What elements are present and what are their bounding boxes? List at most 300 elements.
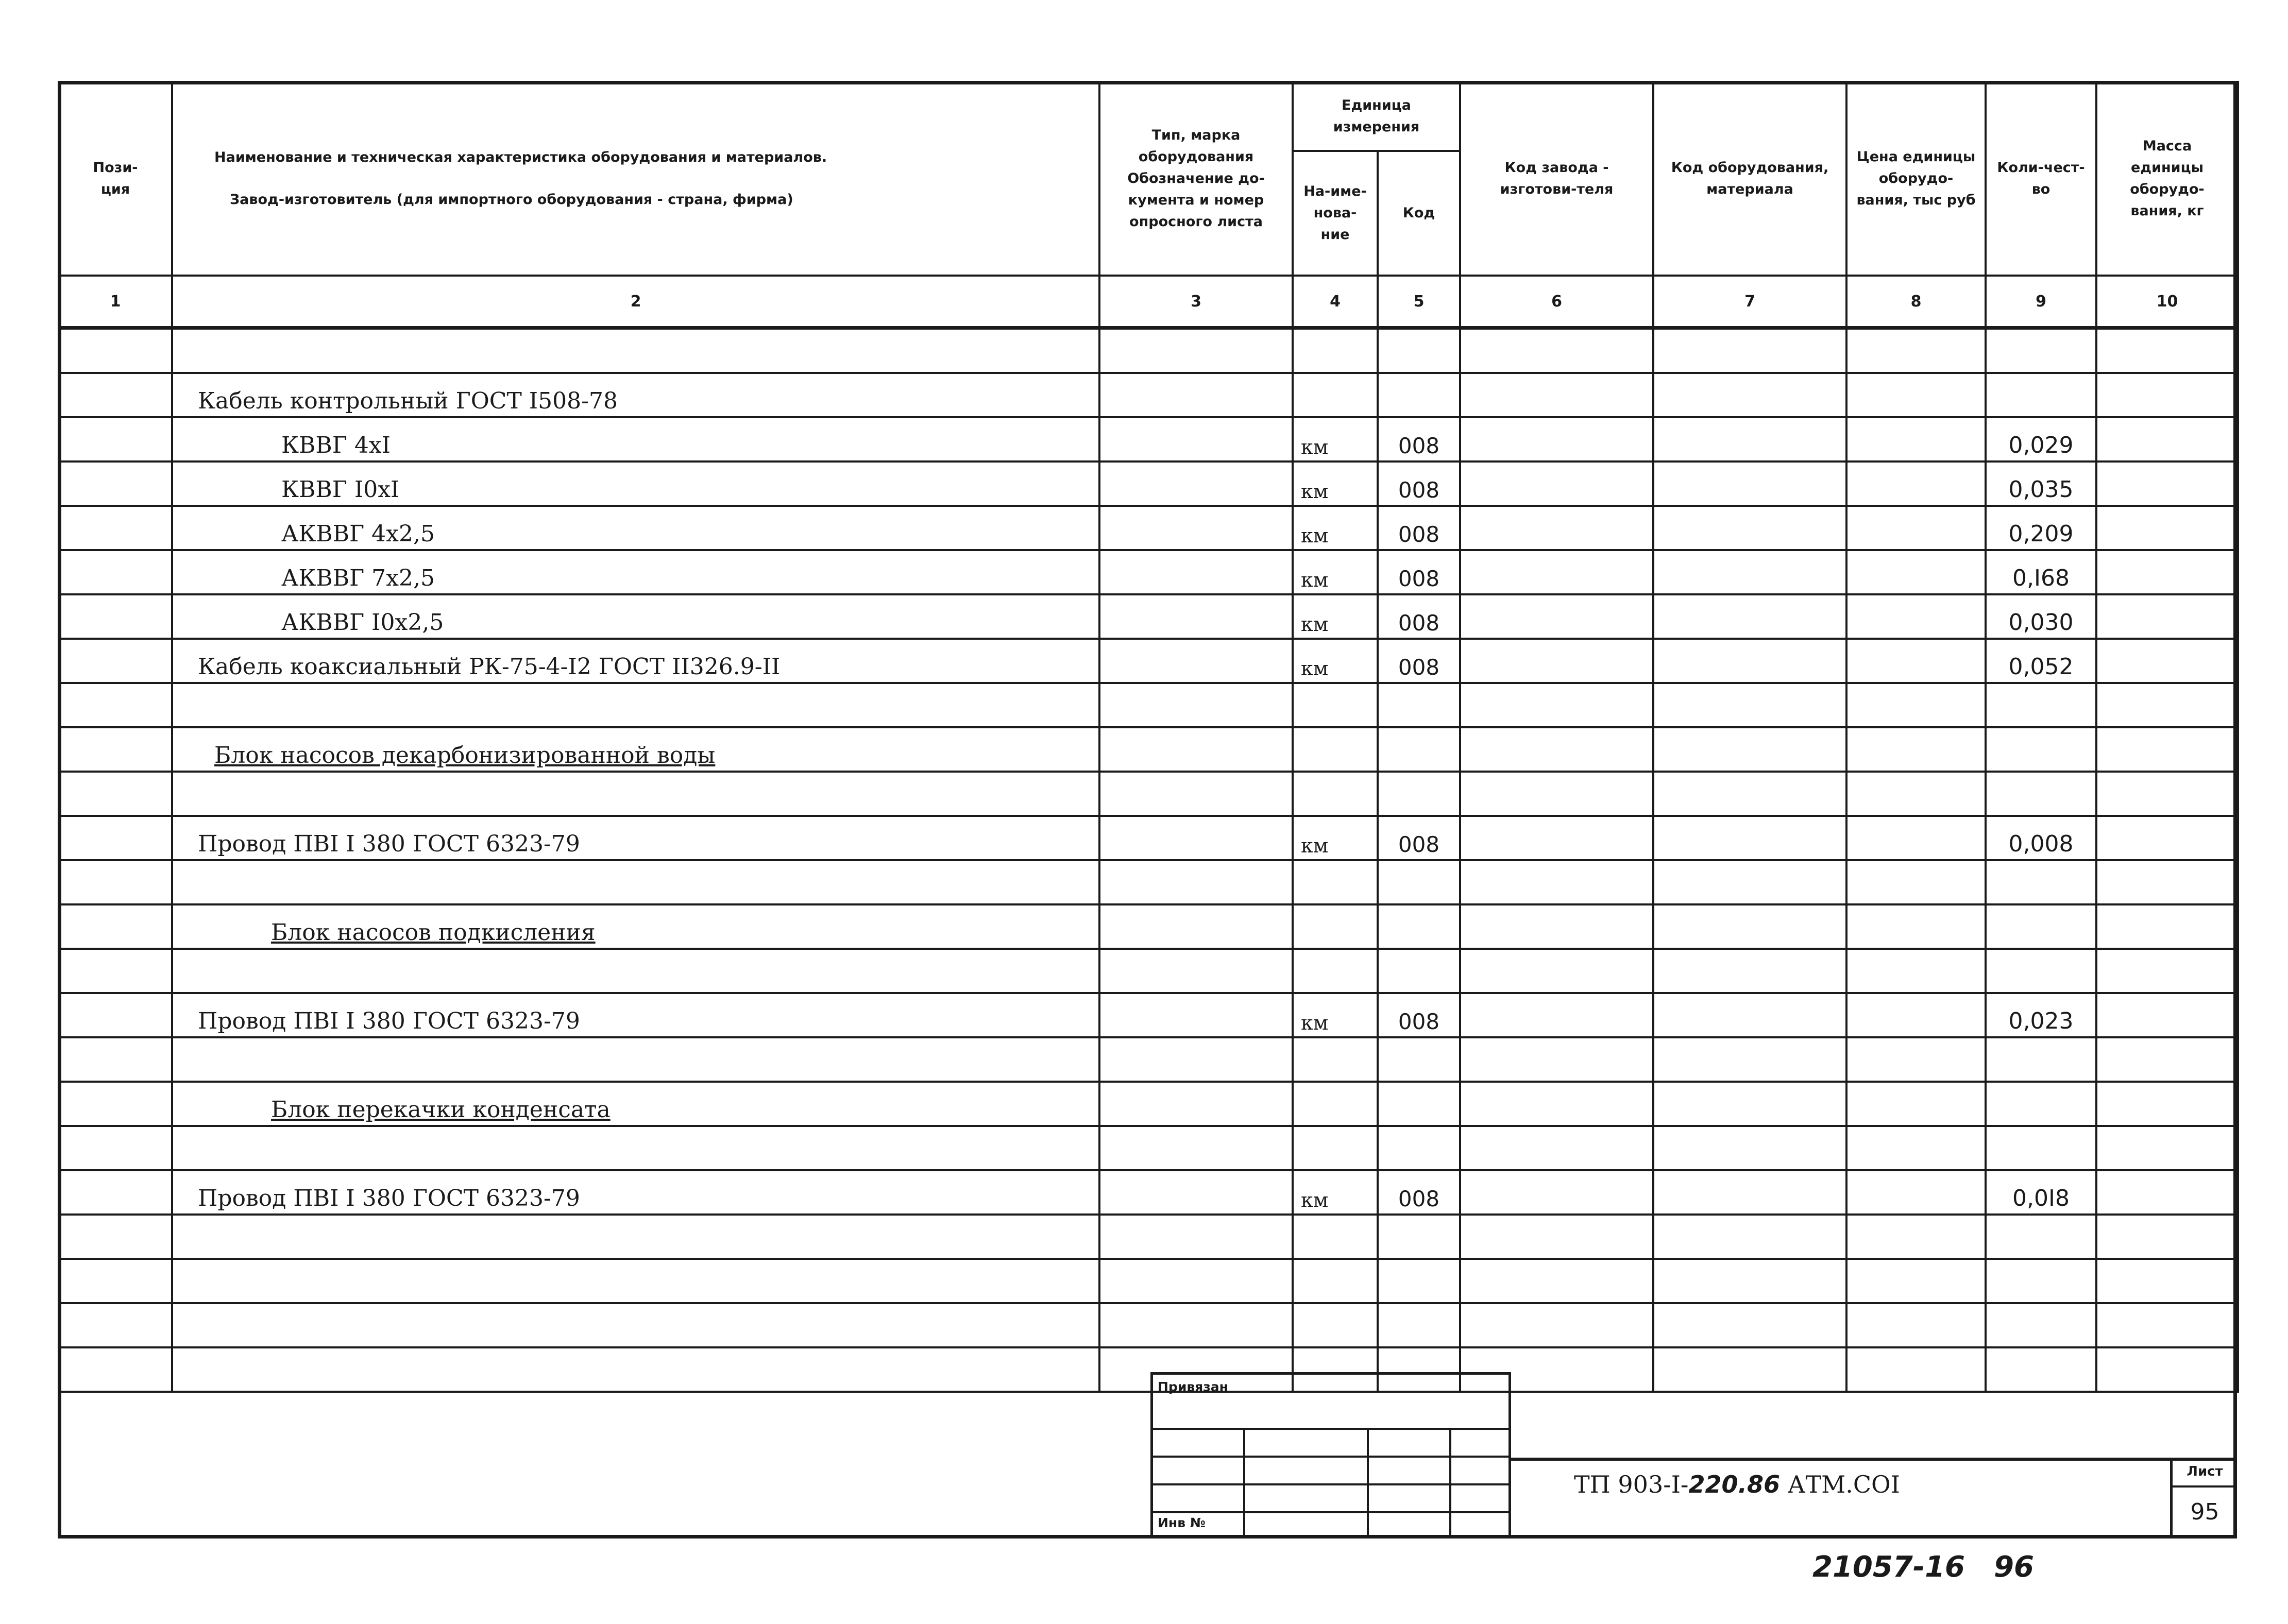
- cell-position: [59, 1215, 172, 1259]
- cell-unit-code: [1378, 1082, 1460, 1126]
- cell-position: [59, 373, 172, 417]
- stamp-line: [1449, 1428, 1451, 1537]
- cell-factory-code: [1460, 904, 1653, 949]
- cell-mass: [2096, 594, 2238, 639]
- sheet-label: Лист: [2173, 1458, 2237, 1488]
- cell-equipment-code: [1653, 1347, 1846, 1392]
- column-number: 10: [2096, 276, 2238, 328]
- cell-name: АКВВГ 4х2,5: [172, 506, 1099, 550]
- cell-name: Провод ПВI I 380 ГОСТ 6323-79: [172, 1170, 1099, 1215]
- cell-factory-code: [1460, 417, 1653, 461]
- cell-position: [59, 328, 172, 373]
- cell-factory-code: [1460, 1170, 1653, 1215]
- cell-quantity: 0,052: [1986, 639, 2096, 683]
- stamp-line: [1150, 1456, 1511, 1458]
- cell-factory-code: [1460, 328, 1653, 373]
- cell-name: Провод ПВI I 380 ГОСТ 6323-79: [172, 816, 1099, 860]
- cell-equipment-code: [1653, 1259, 1846, 1303]
- cell-unit: [1293, 727, 1378, 772]
- cell-position: [59, 639, 172, 683]
- cell-unit-code: 008: [1378, 594, 1460, 639]
- cell-unit: [1293, 328, 1378, 373]
- cell-price: [1846, 1082, 1986, 1126]
- cell-equipment-code: [1653, 993, 1846, 1037]
- table-body: [59, 328, 2238, 1392]
- cell-position: [59, 860, 172, 904]
- cell-type: [1099, 1215, 1293, 1259]
- cell-quantity: [1986, 1259, 2096, 1303]
- cell-equipment-code: [1653, 639, 1846, 683]
- table-row: [59, 506, 2238, 550]
- cell-factory-code: [1460, 993, 1653, 1037]
- cell-position: [59, 1037, 172, 1082]
- cell-unit: км: [1293, 417, 1378, 461]
- cell-position: [59, 816, 172, 860]
- header-mass: Масса единицы оборудо-вания, кг: [2096, 82, 2238, 276]
- cell-unit: [1293, 1303, 1378, 1347]
- cell-type: [1099, 594, 1293, 639]
- header-price: Цена единицы оборудо-вания, тыс руб: [1846, 82, 1986, 276]
- cell-quantity: [1986, 1215, 2096, 1259]
- cell-quantity: [1986, 949, 2096, 993]
- cell-position: [59, 949, 172, 993]
- header-unit: Единица измерения: [1293, 82, 1460, 151]
- cell-price: [1846, 683, 1986, 727]
- cell-mass: [2096, 772, 2238, 816]
- cell-unit: [1293, 1082, 1378, 1126]
- cell-unit-code: [1378, 727, 1460, 772]
- cell-unit: [1293, 949, 1378, 993]
- cell-price: [1846, 639, 1986, 683]
- cell-mass: [2096, 417, 2238, 461]
- cell-price: [1846, 949, 1986, 993]
- cell-equipment-code: [1653, 1303, 1846, 1347]
- cell-unit-code: [1378, 328, 1460, 373]
- cell-equipment-code: [1653, 594, 1846, 639]
- table-row: [59, 816, 2238, 860]
- cell-unit-code: [1378, 373, 1460, 417]
- table-row: [59, 860, 2238, 904]
- cell-name: Блок перекачки конденсата: [172, 1082, 1099, 1126]
- table-row: [59, 328, 2238, 373]
- cell-unit-code: 008: [1378, 993, 1460, 1037]
- table-row: [59, 727, 2238, 772]
- cell-unit: км: [1293, 816, 1378, 860]
- cell-type: [1099, 1259, 1293, 1303]
- cell-type: [1099, 1170, 1293, 1215]
- cell-price: [1846, 1259, 1986, 1303]
- cell-price: [1846, 550, 1986, 594]
- cell-unit-code: [1378, 1303, 1460, 1347]
- table-row: [59, 594, 2238, 639]
- cell-unit-code: [1378, 683, 1460, 727]
- cell-mass: [2096, 727, 2238, 772]
- cell-quantity: 0,030: [1986, 594, 2096, 639]
- stamp-inv-label: Инв №: [1158, 1515, 1206, 1530]
- cell-factory-code: [1460, 727, 1653, 772]
- cell-position: [59, 772, 172, 816]
- table-row: [59, 639, 2238, 683]
- cell-name: Провод ПВI I 380 ГОСТ 6323-79: [172, 993, 1099, 1037]
- cell-position: [59, 1259, 172, 1303]
- cell-name: Блок насосов декарбонизированной воды: [172, 727, 1099, 772]
- cell-equipment-code: [1653, 461, 1846, 506]
- cell-unit: [1293, 1126, 1378, 1170]
- cell-quantity: [1986, 1303, 2096, 1347]
- cell-quantity: [1986, 772, 2096, 816]
- cell-name: [172, 1215, 1099, 1259]
- cell-unit: [1293, 683, 1378, 727]
- cell-equipment-code: [1653, 904, 1846, 949]
- cell-name: АКВВГ 7х2,5: [172, 550, 1099, 594]
- cell-price: [1846, 373, 1986, 417]
- cell-position: [59, 594, 172, 639]
- cell-factory-code: [1460, 594, 1653, 639]
- table-row: [59, 683, 2238, 727]
- cell-factory-code: [1460, 550, 1653, 594]
- cell-quantity: [1986, 727, 2096, 772]
- inventory-number: 21057-16: [1812, 1550, 1965, 1584]
- cell-unit: км: [1293, 550, 1378, 594]
- cell-type: [1099, 904, 1293, 949]
- cell-mass: [2096, 1259, 2238, 1303]
- binding-stamp: [1150, 1372, 1511, 1537]
- cell-type: [1099, 727, 1293, 772]
- cell-name: КВВГ 4хI: [172, 417, 1099, 461]
- cell-quantity: 0,035: [1986, 461, 2096, 506]
- cell-position: [59, 1303, 172, 1347]
- cell-unit-code: [1378, 772, 1460, 816]
- cell-price: [1846, 1170, 1986, 1215]
- page-number: 96: [1994, 1550, 2034, 1584]
- cell-mass: [2096, 1170, 2238, 1215]
- cell-position: [59, 1347, 172, 1392]
- cell-type: [1099, 1037, 1293, 1082]
- cell-quantity: 0,029: [1986, 417, 2096, 461]
- cell-position: [59, 550, 172, 594]
- header-name: [172, 82, 1099, 276]
- cell-price: [1846, 904, 1986, 949]
- table-row: [59, 1347, 2238, 1392]
- cell-price: [1846, 417, 1986, 461]
- cell-unit-code: 008: [1378, 639, 1460, 683]
- cell-unit: км: [1293, 993, 1378, 1037]
- column-number: 9: [1986, 276, 2096, 328]
- cell-factory-code: [1460, 1215, 1653, 1259]
- cell-factory-code: [1460, 949, 1653, 993]
- cell-equipment-code: [1653, 373, 1846, 417]
- stamp-line: [1150, 1511, 1511, 1513]
- cell-name: Блок насосов подкисления: [172, 904, 1099, 949]
- cell-type: [1099, 683, 1293, 727]
- cell-name: Кабель контрольный ГОСТ I508-78: [172, 373, 1099, 417]
- cell-mass: [2096, 860, 2238, 904]
- cell-equipment-code: [1653, 1037, 1846, 1082]
- doc-code-number: 220.86: [1688, 1471, 1780, 1498]
- cell-type: [1099, 816, 1293, 860]
- cell-quantity: 0,008: [1986, 816, 2096, 860]
- cell-price: [1846, 1347, 1986, 1392]
- table-row: [59, 1215, 2238, 1259]
- cell-mass: [2096, 993, 2238, 1037]
- cell-price: [1846, 772, 1986, 816]
- table-row: [59, 772, 2238, 816]
- sheet-number-box: [2170, 1458, 2237, 1538]
- cell-unit-code: [1378, 1126, 1460, 1170]
- cell-name: [172, 683, 1099, 727]
- cell-unit-code: [1378, 949, 1460, 993]
- cell-factory-code: [1460, 1037, 1653, 1082]
- cell-quantity: [1986, 328, 2096, 373]
- cell-mass: [2096, 639, 2238, 683]
- cell-equipment-code: [1653, 1170, 1846, 1215]
- cell-unit-code: 008: [1378, 417, 1460, 461]
- cell-mass: [2096, 461, 2238, 506]
- cell-factory-code: [1460, 1126, 1653, 1170]
- column-number: 4: [1293, 276, 1378, 328]
- cell-position: [59, 727, 172, 772]
- table-row: [59, 1303, 2238, 1347]
- header-equipment-code: Код оборудования, материала: [1653, 82, 1846, 276]
- cell-factory-code: [1460, 1259, 1653, 1303]
- specification-table: [58, 81, 2239, 1393]
- cell-position: [59, 417, 172, 461]
- table-row: [59, 1259, 2238, 1303]
- stamp-line: [1150, 1483, 1511, 1485]
- cell-type: [1099, 550, 1293, 594]
- cell-position: [59, 461, 172, 506]
- cell-unit: [1293, 904, 1378, 949]
- header-position: Пози- ция: [59, 82, 172, 276]
- cell-name: КВВГ I0хI: [172, 461, 1099, 506]
- cell-position: [59, 1170, 172, 1215]
- cell-name: [172, 1347, 1099, 1392]
- cell-price: [1846, 328, 1986, 373]
- cell-factory-code: [1460, 373, 1653, 417]
- cell-type: [1099, 1303, 1293, 1347]
- doc-code-prefix: ТП 903-I-: [1574, 1471, 1689, 1498]
- cell-quantity: 0,I68: [1986, 550, 2096, 594]
- doc-code-suffix: АТМ.СОI: [1780, 1471, 1900, 1498]
- cell-unit: км: [1293, 506, 1378, 550]
- cell-equipment-code: [1653, 683, 1846, 727]
- cell-quantity: [1986, 1082, 2096, 1126]
- cell-mass: [2096, 1347, 2238, 1392]
- header-factory-code: Код завода - изготови-теля: [1460, 82, 1653, 276]
- cell-unit-code: 008: [1378, 816, 1460, 860]
- cell-unit-code: [1378, 1037, 1460, 1082]
- table-row: [59, 417, 2238, 461]
- cell-mass: [2096, 1303, 2238, 1347]
- cell-price: [1846, 860, 1986, 904]
- table-row: [59, 1082, 2238, 1126]
- table-row: [59, 993, 2238, 1037]
- cell-type: [1099, 373, 1293, 417]
- cell-equipment-code: [1653, 816, 1846, 860]
- cell-unit: км: [1293, 639, 1378, 683]
- cell-type: [1099, 461, 1293, 506]
- column-number: 7: [1653, 276, 1846, 328]
- cell-name: Кабель коаксиальный РК-75-4-I2 ГОСТ II326.9-II: [172, 639, 1099, 683]
- cell-equipment-code: [1653, 328, 1846, 373]
- cell-price: [1846, 993, 1986, 1037]
- header-name-line1: Наименование и техническая характеристика оборудования и материалов.: [214, 149, 827, 166]
- cell-name: [172, 1126, 1099, 1170]
- cell-type: [1099, 639, 1293, 683]
- stamp-line: [1367, 1428, 1369, 1537]
- cell-factory-code: [1460, 772, 1653, 816]
- document-code: [1574, 1471, 1900, 1498]
- table-row: [59, 1037, 2238, 1082]
- cell-name: [172, 328, 1099, 373]
- cell-unit: км: [1293, 461, 1378, 506]
- cell-type: [1099, 506, 1293, 550]
- cell-factory-code: [1460, 506, 1653, 550]
- cell-mass: [2096, 1126, 2238, 1170]
- table-row: [59, 904, 2238, 949]
- cell-type: [1099, 772, 1293, 816]
- cell-type: [1099, 860, 1293, 904]
- cell-mass: [2096, 506, 2238, 550]
- cell-mass: [2096, 683, 2238, 727]
- cell-equipment-code: [1653, 506, 1846, 550]
- cell-unit: км: [1293, 1170, 1378, 1215]
- stamp-line: [1243, 1428, 1245, 1537]
- cell-unit: [1293, 1037, 1378, 1082]
- cell-position: [59, 904, 172, 949]
- column-number: 6: [1460, 276, 1653, 328]
- cell-name: АКВВГ I0х2,5: [172, 594, 1099, 639]
- cell-mass: [2096, 550, 2238, 594]
- cell-equipment-code: [1653, 417, 1846, 461]
- header-type: Тип, марка оборудования Обозначение до-кумента и номер опросного листа: [1099, 82, 1293, 276]
- header-name-line2: Завод-изготовитель (для импортного оборудования - страна, фирма): [230, 192, 793, 208]
- cell-factory-code: [1460, 816, 1653, 860]
- cell-type: [1099, 328, 1293, 373]
- cell-factory-code: [1460, 683, 1653, 727]
- cell-name: [172, 1303, 1099, 1347]
- cell-unit: [1293, 1259, 1378, 1303]
- table-row: [59, 1170, 2238, 1215]
- cell-quantity: [1986, 1037, 2096, 1082]
- cell-equipment-code: [1653, 1126, 1846, 1170]
- column-number: 8: [1846, 276, 1986, 328]
- cell-quantity: 0,023: [1986, 993, 2096, 1037]
- column-number: 2: [172, 276, 1099, 328]
- cell-unit: [1293, 772, 1378, 816]
- cell-price: [1846, 816, 1986, 860]
- column-number: 3: [1099, 276, 1293, 328]
- stamp-bound-label: Привязан: [1158, 1379, 1228, 1394]
- cell-equipment-code: [1653, 860, 1846, 904]
- cell-mass: [2096, 1215, 2238, 1259]
- table-row: [59, 461, 2238, 506]
- cell-unit-code: [1378, 1259, 1460, 1303]
- stamp-line: [1150, 1428, 1511, 1430]
- cell-type: [1099, 1126, 1293, 1170]
- cell-factory-code: [1460, 1082, 1653, 1126]
- column-number: 5: [1378, 276, 1460, 328]
- cell-unit: км: [1293, 594, 1378, 639]
- cell-mass: [2096, 949, 2238, 993]
- cell-price: [1846, 594, 1986, 639]
- cell-unit-code: 008: [1378, 506, 1460, 550]
- cell-unit-code: [1378, 1215, 1460, 1259]
- cell-type: [1099, 1082, 1293, 1126]
- cell-unit-code: [1378, 904, 1460, 949]
- cell-unit: [1293, 373, 1378, 417]
- cell-unit-code: 008: [1378, 461, 1460, 506]
- cell-price: [1846, 1215, 1986, 1259]
- title-block-line: [1511, 1458, 2237, 1461]
- table-row: [59, 1126, 2238, 1170]
- cell-position: [59, 1126, 172, 1170]
- cell-price: [1846, 461, 1986, 506]
- cell-unit: [1293, 1215, 1378, 1259]
- cell-price: [1846, 727, 1986, 772]
- cell-mass: [2096, 328, 2238, 373]
- cell-equipment-code: [1653, 1215, 1846, 1259]
- cell-name: [172, 1259, 1099, 1303]
- cell-type: [1099, 993, 1293, 1037]
- cell-unit: [1293, 860, 1378, 904]
- header-unit-code: Код: [1378, 151, 1460, 276]
- cell-factory-code: [1460, 860, 1653, 904]
- cell-price: [1846, 1037, 1986, 1082]
- cell-factory-code: [1460, 639, 1653, 683]
- cell-unit-code: 008: [1378, 1170, 1460, 1215]
- column-number: 1: [59, 276, 172, 328]
- table-row: [59, 550, 2238, 594]
- cell-name: [172, 949, 1099, 993]
- cell-name: [172, 772, 1099, 816]
- cell-mass: [2096, 1037, 2238, 1082]
- table-row: [59, 373, 2238, 417]
- table-row: [59, 949, 2238, 993]
- cell-position: [59, 1082, 172, 1126]
- cell-mass: [2096, 373, 2238, 417]
- cell-factory-code: [1460, 461, 1653, 506]
- cell-quantity: [1986, 860, 2096, 904]
- header-quantity: Коли-чест-во: [1986, 82, 2096, 276]
- cell-name: [172, 1037, 1099, 1082]
- cell-quantity: [1986, 373, 2096, 417]
- cell-position: [59, 506, 172, 550]
- cell-equipment-code: [1653, 727, 1846, 772]
- cell-type: [1099, 417, 1293, 461]
- cell-quantity: [1986, 1126, 2096, 1170]
- cell-name: [172, 860, 1099, 904]
- cell-position: [59, 683, 172, 727]
- header-unit-name: На-име-нова-ние: [1293, 151, 1378, 276]
- cell-factory-code: [1460, 1303, 1653, 1347]
- cell-price: [1846, 1303, 1986, 1347]
- cell-equipment-code: [1653, 550, 1846, 594]
- cell-quantity: [1986, 1347, 2096, 1392]
- cell-unit-code: 008: [1378, 550, 1460, 594]
- cell-mass: [2096, 816, 2238, 860]
- sheet-number: 95: [2190, 1499, 2219, 1525]
- cell-quantity: [1986, 683, 2096, 727]
- cell-equipment-code: [1653, 949, 1846, 993]
- cell-position: [59, 993, 172, 1037]
- cell-unit-code: [1378, 860, 1460, 904]
- cell-equipment-code: [1653, 1082, 1846, 1126]
- cell-price: [1846, 1126, 1986, 1170]
- column-number-row: [59, 276, 2238, 328]
- cell-mass: [2096, 1082, 2238, 1126]
- cell-quantity: [1986, 904, 2096, 949]
